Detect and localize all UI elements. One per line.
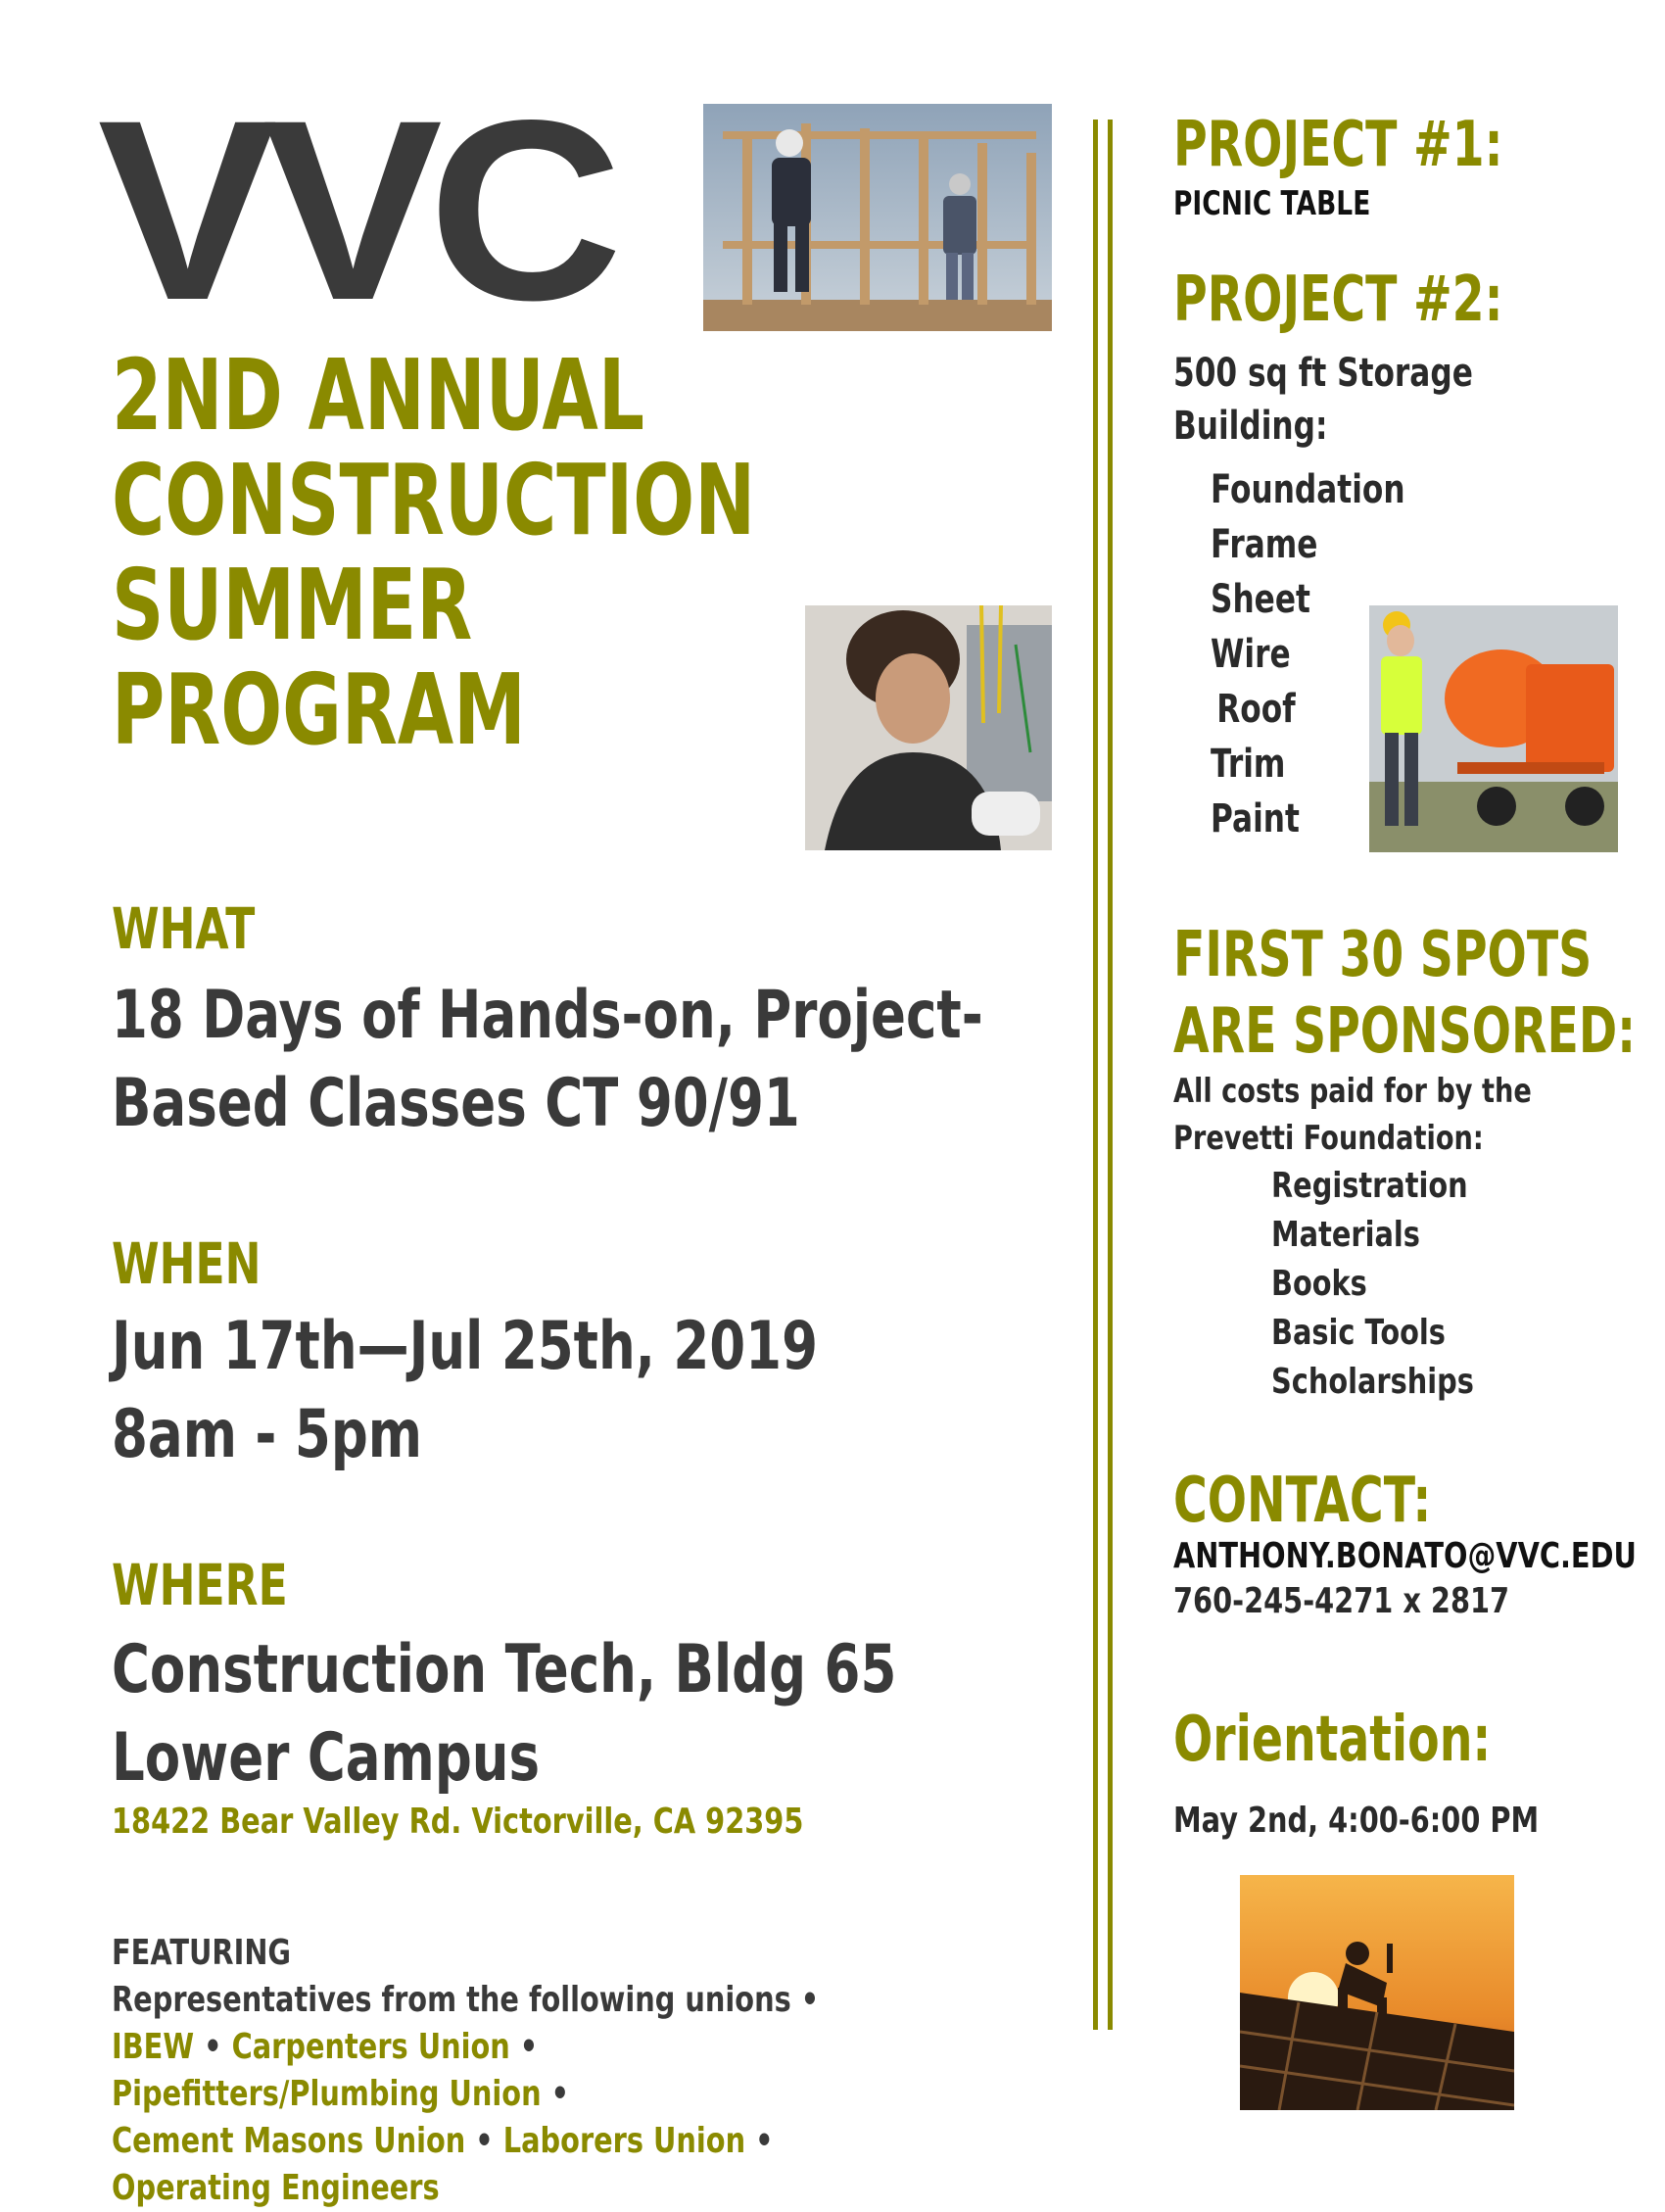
sponsor-item: Scholarships xyxy=(1271,1362,1474,1402)
project1-name: PICNIC TABLE xyxy=(1173,184,1371,223)
title-line: PROGRAM xyxy=(112,652,526,767)
sponsor-line: Prevetti Foundation: xyxy=(1173,1119,1484,1158)
sponsor-heading xyxy=(1173,917,1636,1070)
title-line: CONSTRUCTION xyxy=(112,443,756,557)
sponsor-item: Basic Tools xyxy=(1271,1313,1446,1353)
sponsor-line: All costs paid for by the xyxy=(1173,1072,1532,1111)
union-name: Operating Engineers xyxy=(112,2168,440,2208)
sponsor-heading-line: FIRST 30 SPOTS xyxy=(1173,919,1593,991)
featuring-label: FEATURING xyxy=(112,1933,292,1973)
sponsor-heading-line: ARE SPONSORED: xyxy=(1173,995,1637,1068)
what-line: 18 Days of Hands-on, Project- xyxy=(112,977,983,1054)
vvc-logo: VVC xyxy=(97,67,609,354)
contact-heading: CONTACT: xyxy=(1173,1465,1432,1537)
sponsor-item: Materials xyxy=(1271,1215,1420,1255)
orientation-datetime: May 2nd, 4:00-6:00 PM xyxy=(1173,1801,1540,1841)
cement-mixer-photo xyxy=(1369,605,1618,852)
sponsor-body xyxy=(1173,1068,1532,1162)
step-item: Roof xyxy=(1216,687,1296,732)
sponsor-items xyxy=(1271,1162,1474,1407)
step-item: Wire xyxy=(1211,632,1291,677)
contact-phone[interactable]: 760-245-4271 x 2817 xyxy=(1173,1581,1510,1621)
union-name: Laborers Union xyxy=(502,2121,746,2161)
sponsor-item: Books xyxy=(1271,1264,1367,1304)
roofer-sunset-photo xyxy=(1240,1875,1514,2110)
when-hours: 8am - 5pm xyxy=(112,1396,423,1473)
step-item: Sheet xyxy=(1211,577,1310,622)
step-item: Paint xyxy=(1211,796,1300,842)
sponsor-item: Registration xyxy=(1271,1166,1468,1206)
where-body xyxy=(112,1626,896,1803)
what-line: Based Classes CT 90/91 xyxy=(112,1065,800,1142)
where-address: 18422 Bear Valley Rd. Victorville, CA 92395 xyxy=(112,1802,804,1842)
title-line: SUMMER xyxy=(112,548,473,662)
title-line: 2ND ANNUAL xyxy=(112,338,644,453)
separator: • xyxy=(204,2027,222,2067)
featuring-intro: Representatives from the following unions xyxy=(112,1980,791,2020)
contact-email[interactable]: ANTHONY.BONATO@VVC.EDU xyxy=(1173,1536,1637,1576)
featuring-unions xyxy=(112,1930,903,2212)
when-body xyxy=(112,1303,818,1479)
project2-name xyxy=(1173,347,1473,453)
program-title xyxy=(112,338,756,767)
step-item: Trim xyxy=(1211,742,1286,787)
union-name: IBEW xyxy=(112,2027,195,2067)
union-name: Carpenters Union xyxy=(231,2027,510,2067)
what-label: WHAT xyxy=(112,895,256,962)
project2-heading: PROJECT #2: xyxy=(1173,264,1503,336)
union-name: Cement Masons Union xyxy=(112,2121,466,2161)
framing-workers-photo xyxy=(703,104,1052,331)
electrician-student-photo xyxy=(805,605,1052,850)
separator: • xyxy=(800,1980,820,2020)
step-item: Frame xyxy=(1211,522,1318,567)
what-body xyxy=(112,972,983,1148)
orientation-heading: Orientation: xyxy=(1173,1704,1492,1776)
where-line: Construction Tech, Bldg 65 xyxy=(112,1631,897,1708)
project2-line: Building: xyxy=(1173,404,1328,449)
separator: • xyxy=(475,2121,494,2161)
column-divider xyxy=(1093,120,1115,2030)
project2-line: 500 sq ft Storage xyxy=(1173,351,1473,396)
where-line: Lower Campus xyxy=(112,1719,541,1797)
separator: • xyxy=(550,2074,570,2114)
union-name: Pipefitters/Plumbing Union xyxy=(112,2074,542,2114)
when-dates: Jun 17th—Jul 25th, 2019 xyxy=(112,1308,818,1385)
when-label: WHEN xyxy=(112,1230,262,1297)
step-item: Foundation xyxy=(1211,467,1405,512)
separator: • xyxy=(755,2121,774,2161)
where-label: WHERE xyxy=(112,1552,288,1618)
project1-heading: PROJECT #1: xyxy=(1173,109,1503,181)
separator: • xyxy=(519,2027,539,2067)
